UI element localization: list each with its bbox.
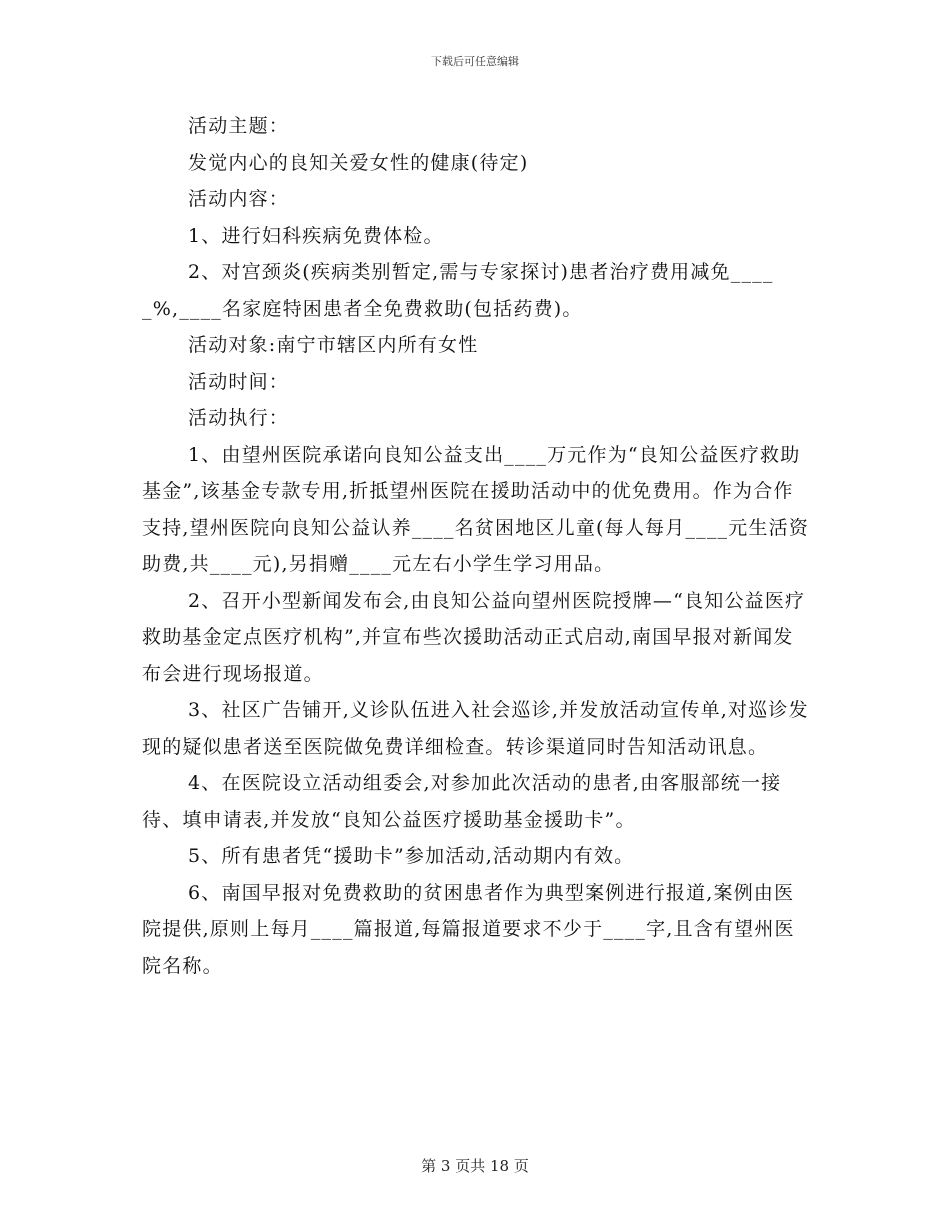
execution-label: 活动执行： (188, 407, 290, 429)
execution-item-3: 3、社区广告铺开,义诊队伍进入社会巡诊,并发放活动宣传单,对巡诊发现的疑似患者送至医院做免费详细检查。转诊渠道同时告知活动讯息。 (142, 699, 809, 758)
execution-item-4: 4、在医院设立活动组委会,对参加此次活动的患者,由客服部统一接待、填申请表,并发放“良知公益医疗援助基金援助卡”。 (142, 772, 782, 831)
content-item-2: 2、对宫颈炎(疾病类别暂定,需与专家探讨)患者治疗费用减免_____%,____名家庭特困患者全免费救助(包括药费)。 (142, 261, 774, 320)
theme-label: 活动主题： (188, 115, 290, 137)
time-label: 活动时间： (188, 370, 290, 393)
execution-item-1: 1、由望州医院承诺向良知公益支出____万元作为“良知公益医疗救助基金”,该基金专款专用,折抵望州医院在援助活动中的优免费用。作为合作支持,望州医院向良知公益认养____名贫困地区儿童(每人每月____元生活资助费,共____元),另捐赠____元左右小学生学习用品。 (142, 443, 810, 575)
page-header-note: 下载后可任意编辑 (431, 55, 519, 68)
execution-item-2: 2、召开小型新闻发布会,由良知公益向望州医院授牌—“良知公益医疗救助基金定点医疗机构”,并宣布些次援助活动正式启动,南国早报对新闻发布会进行现场报道。 (142, 589, 806, 685)
page-footer: 第 3 页共 18 页 (421, 1157, 529, 1175)
content-label: 活动内容： (188, 188, 290, 210)
target-line: 活动对象:南宁市辖区内所有女性 (188, 334, 479, 356)
execution-item-5: 5、所有患者凭“援助卡”参加活动,活动期内有效。 (188, 845, 635, 867)
content-item-1: 1、进行妇科疾病免费体检。 (188, 224, 444, 247)
execution-item-6: 6、南国早报对免费救助的贫困患者作为典型案例进行报道,案例由医院提供,原则上每月____篇报道,每篇报道要求不少于____字,且含有望州医院名称。 (142, 881, 795, 977)
theme-text: 发觉内心的良知关爱女性的健康(待定) (188, 151, 529, 174)
document-body (142, 108, 810, 984)
